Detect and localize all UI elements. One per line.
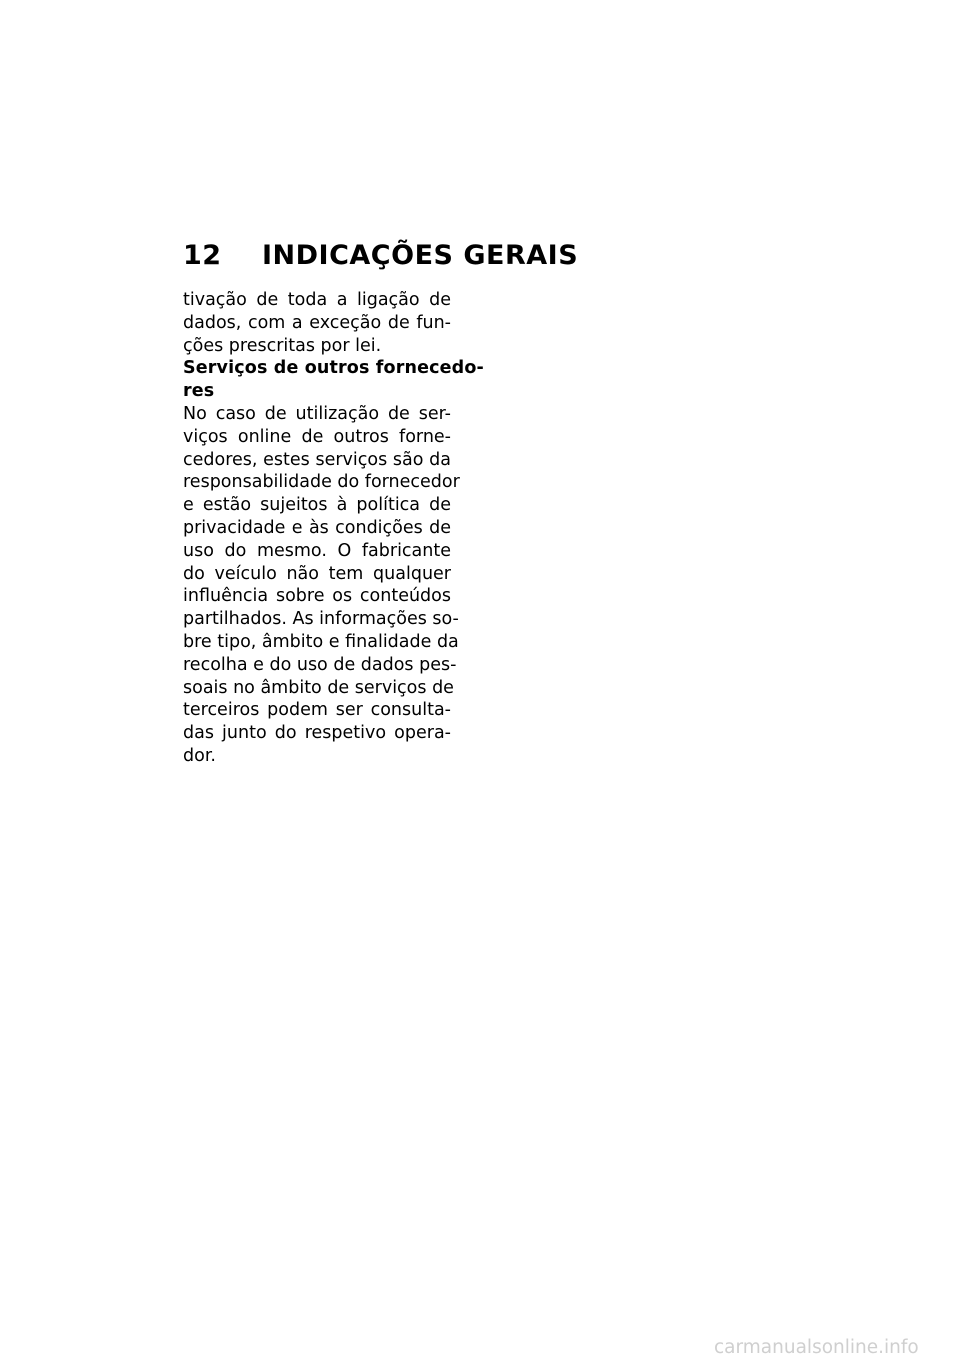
body-line: bre tipo, âmbito e finalidade da (183, 631, 459, 652)
body-line: das junto do respetivo opera- (183, 723, 451, 744)
intro-paragraph (183, 289, 451, 357)
watermark[interactable]: carmanualsonline.info (714, 1337, 919, 1358)
chapter-title: INDICAÇÕES GERAIS (262, 240, 579, 271)
chapter-number: 12 (183, 240, 222, 271)
section-heading-line: res (183, 381, 215, 402)
intro-line: ções prescritas por lei. (183, 335, 382, 356)
content-column (183, 289, 484, 768)
body-line: viços online de outros forne- (183, 426, 451, 447)
body-line: uso do mesmo. O fabricante (183, 540, 451, 561)
section-heading-line: Serviços de outros fornecedo- (183, 358, 484, 379)
body-line: do veículo não tem qualquer (183, 563, 451, 584)
body-line: dor. (183, 745, 216, 766)
body-line: e estão sujeitos à política de (183, 495, 451, 516)
section-body (183, 403, 460, 768)
body-line: privacidade e às condições de (183, 517, 451, 538)
body-line: responsabilidade do fornecedor (183, 472, 460, 493)
intro-line: dados, com a exceção de fun- (183, 312, 451, 333)
body-line: terceiros podem ser consulta- (183, 700, 451, 721)
section-heading (183, 357, 484, 403)
body-line: recolha e do uso de dados pes- (183, 654, 457, 675)
intro-line: tivação de toda a ligação de (183, 290, 451, 310)
body-line: No caso de utilização de ser- (183, 403, 451, 424)
body-line: cedores, estes serviços são da (183, 449, 451, 470)
body-line: partilhados. As informações so- (183, 609, 459, 630)
body-line: influência sobre os conteúdos (183, 586, 451, 607)
body-line: soais no âmbito de serviços de (183, 677, 454, 698)
chapter-header (183, 240, 578, 271)
